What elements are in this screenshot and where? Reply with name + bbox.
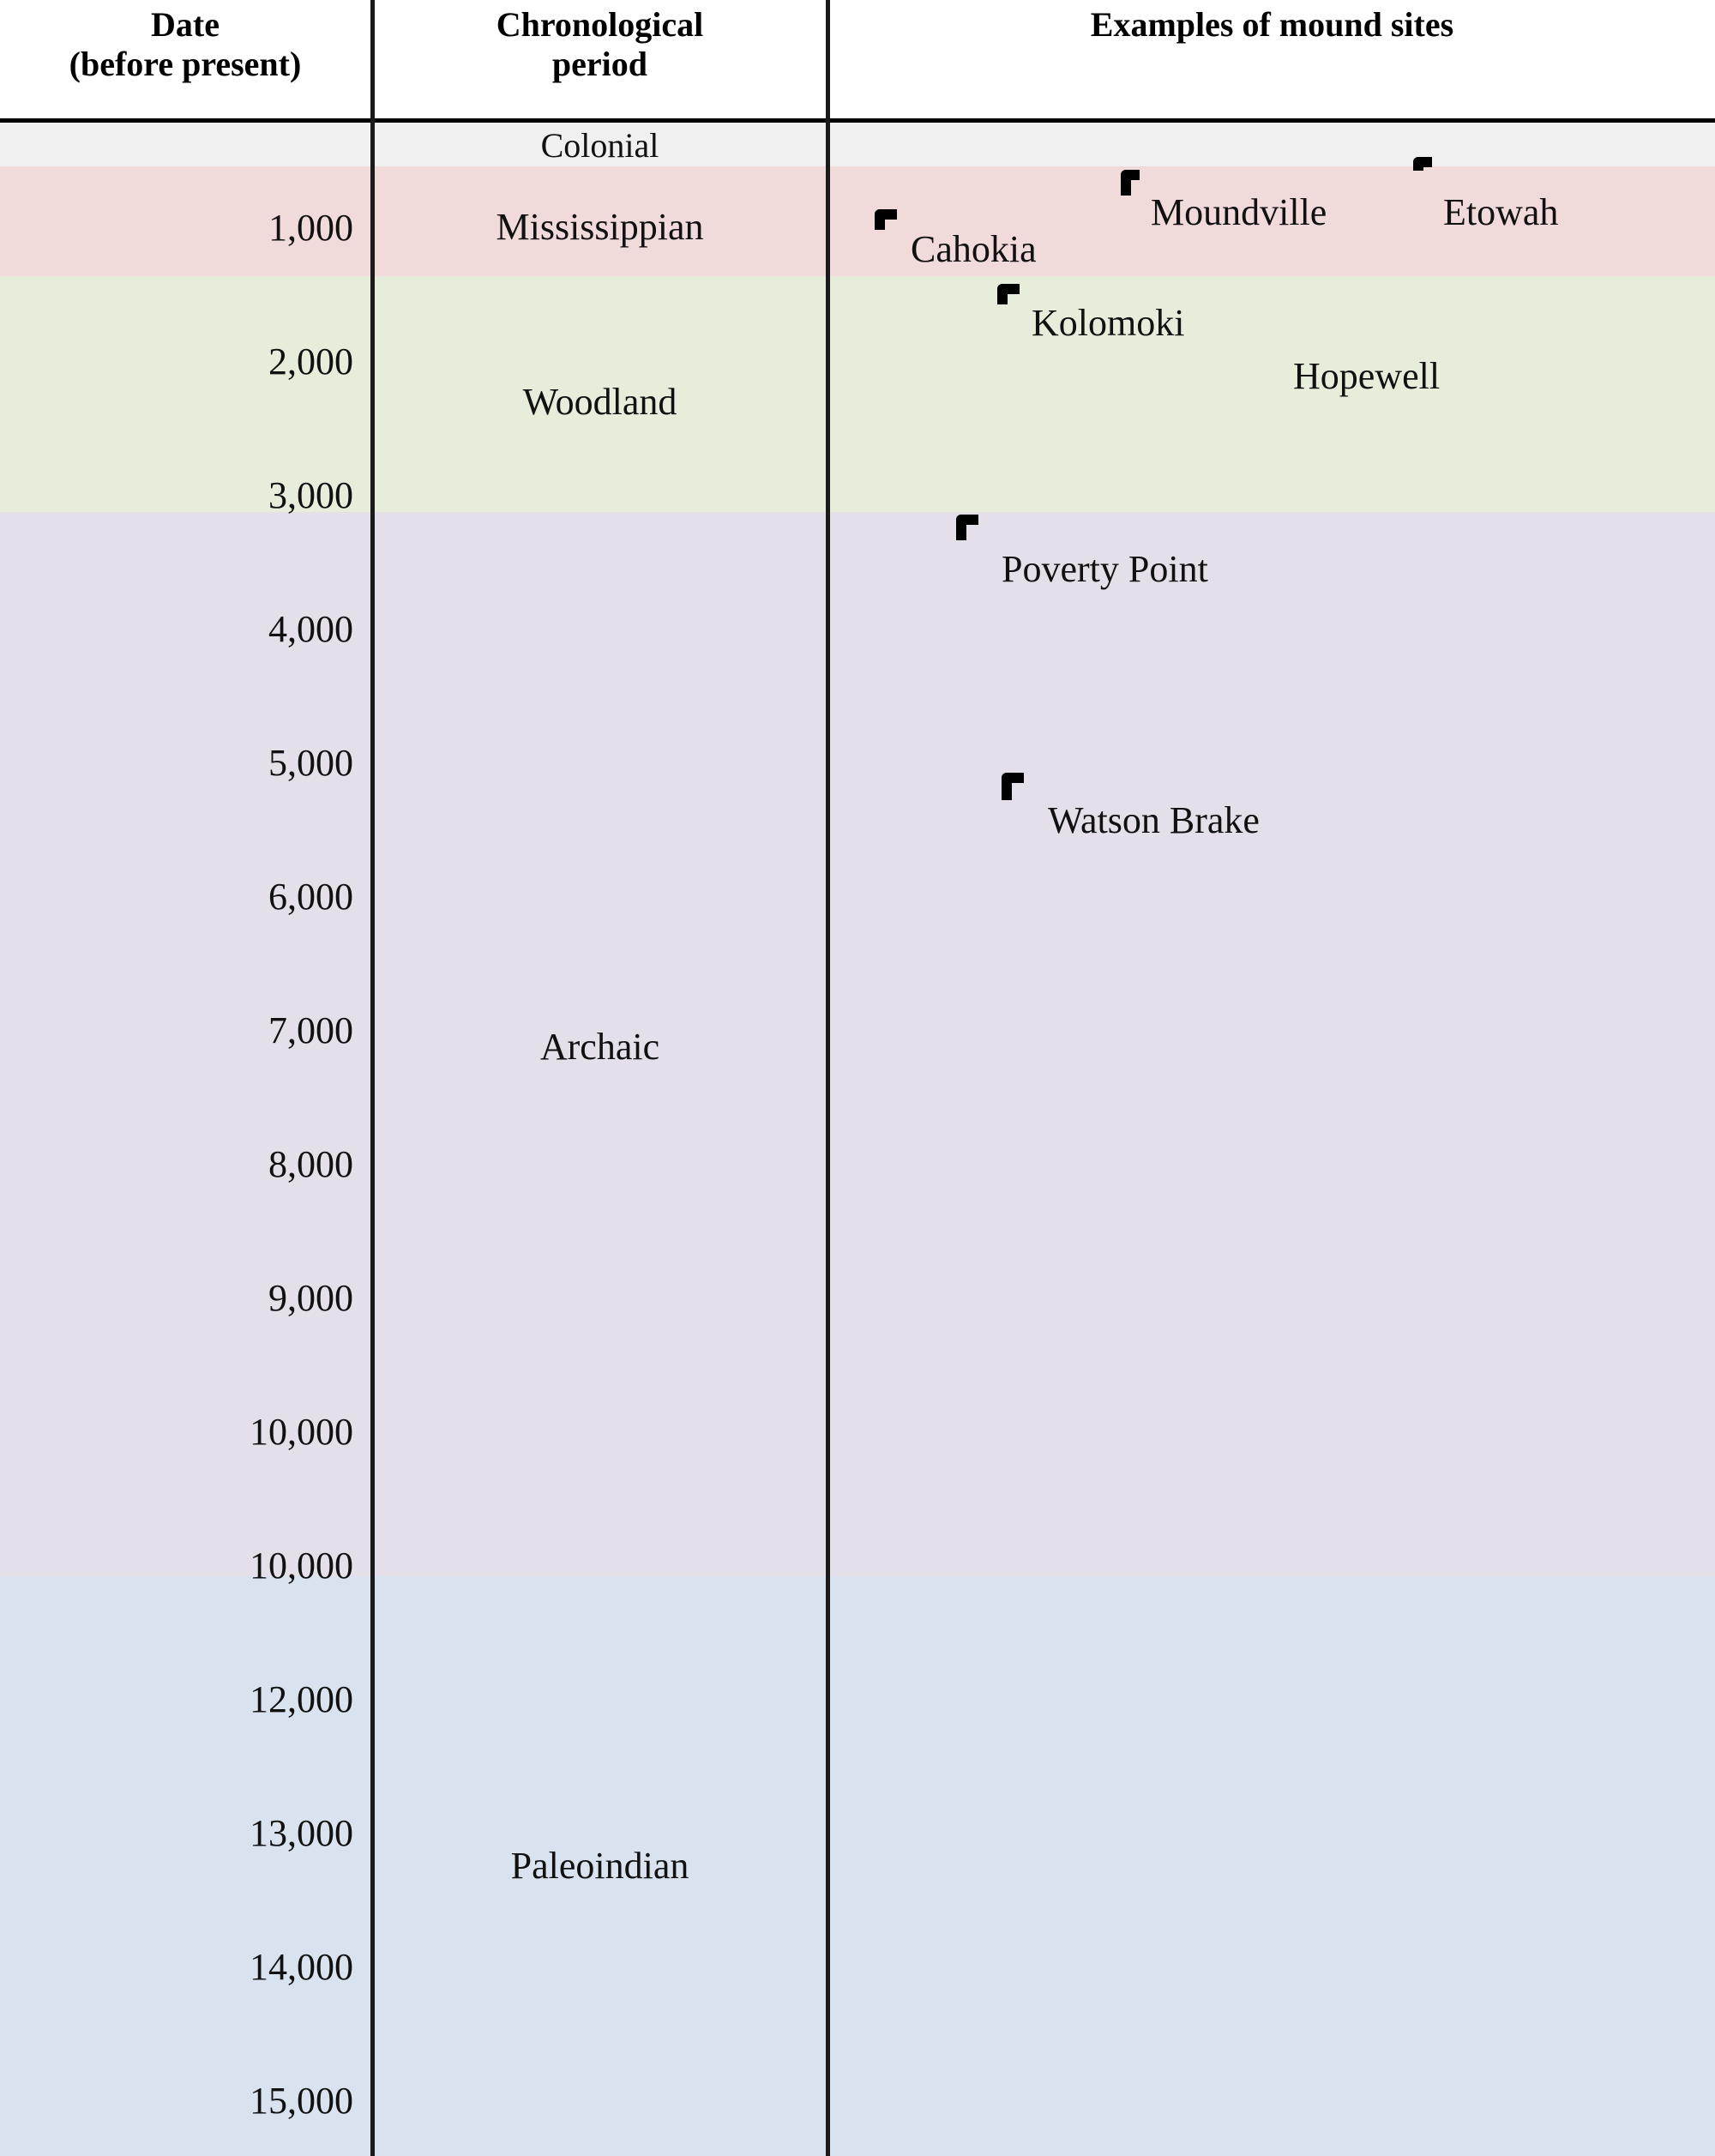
column-divider-2 — [826, 0, 830, 2156]
header-chronological-period — [374, 0, 826, 120]
date-label: 9,000 — [268, 1277, 353, 1319]
mound-label-cahokia: Cahokia — [911, 228, 1037, 270]
mound-marker-poverty-point — [956, 515, 978, 540]
mound-label-watson-brake: Watson Brake — [1048, 799, 1260, 841]
date-label: 7,000 — [268, 1009, 353, 1051]
date-label: 6,000 — [268, 876, 353, 918]
date-label: 5,000 — [268, 742, 353, 784]
header-period-line1: Chronological — [496, 5, 704, 44]
mound-label-hopewell: Hopewell — [1293, 355, 1441, 397]
band-colonial — [0, 120, 1715, 166]
header-sites-text: Examples of mound sites — [1090, 5, 1454, 44]
period-label-mississippian: Mississippian — [496, 206, 704, 248]
header-period-line2: period — [551, 45, 648, 83]
period-label-archaic: Archaic — [539, 1026, 660, 1068]
date-label: 8,000 — [268, 1143, 353, 1185]
mound-marker-moundville — [1121, 170, 1140, 196]
date-label: 14,000 — [250, 1946, 353, 1988]
date-label: 1,000 — [268, 207, 353, 249]
band-paleoindian — [0, 1576, 1715, 2156]
mound-label-kolomoki: Kolomoki — [1032, 302, 1185, 344]
header-date — [0, 0, 370, 120]
column-divider-1 — [370, 0, 375, 2156]
date-label: 2,000 — [268, 340, 353, 382]
period-label-woodland: Woodland — [522, 381, 677, 423]
mound-marker-kolomoki — [997, 284, 1020, 304]
date-label: 12,000 — [250, 1678, 353, 1720]
date-label: 3,000 — [268, 474, 353, 516]
table-header — [0, 0, 1715, 120]
date-label: 10,000 — [250, 1545, 353, 1587]
date-label: 15,000 — [250, 2080, 353, 2122]
date-label: 13,000 — [250, 1812, 353, 1854]
header-date-line1: Date — [151, 5, 220, 44]
period-label-paleoindian: Paleoindian — [510, 1845, 689, 1887]
mound-marker-cahokia — [875, 209, 897, 230]
mound-marker-watson-brake — [1002, 773, 1024, 800]
header-examples-of-mound-sites — [829, 0, 1715, 120]
mound-label-etowah: Etowah — [1443, 191, 1559, 233]
date-label: 10,000 — [250, 1411, 353, 1453]
header-rule — [0, 118, 1715, 123]
date-label: 4,000 — [268, 608, 353, 650]
mound-marker-etowah — [1413, 157, 1432, 171]
header-date-line2: (before present) — [69, 45, 302, 83]
mound-label-poverty-point: Poverty Point — [1002, 548, 1208, 590]
mound-label-moundville: Moundville — [1151, 191, 1327, 233]
period-label-colonial: Colonial — [540, 126, 659, 165]
